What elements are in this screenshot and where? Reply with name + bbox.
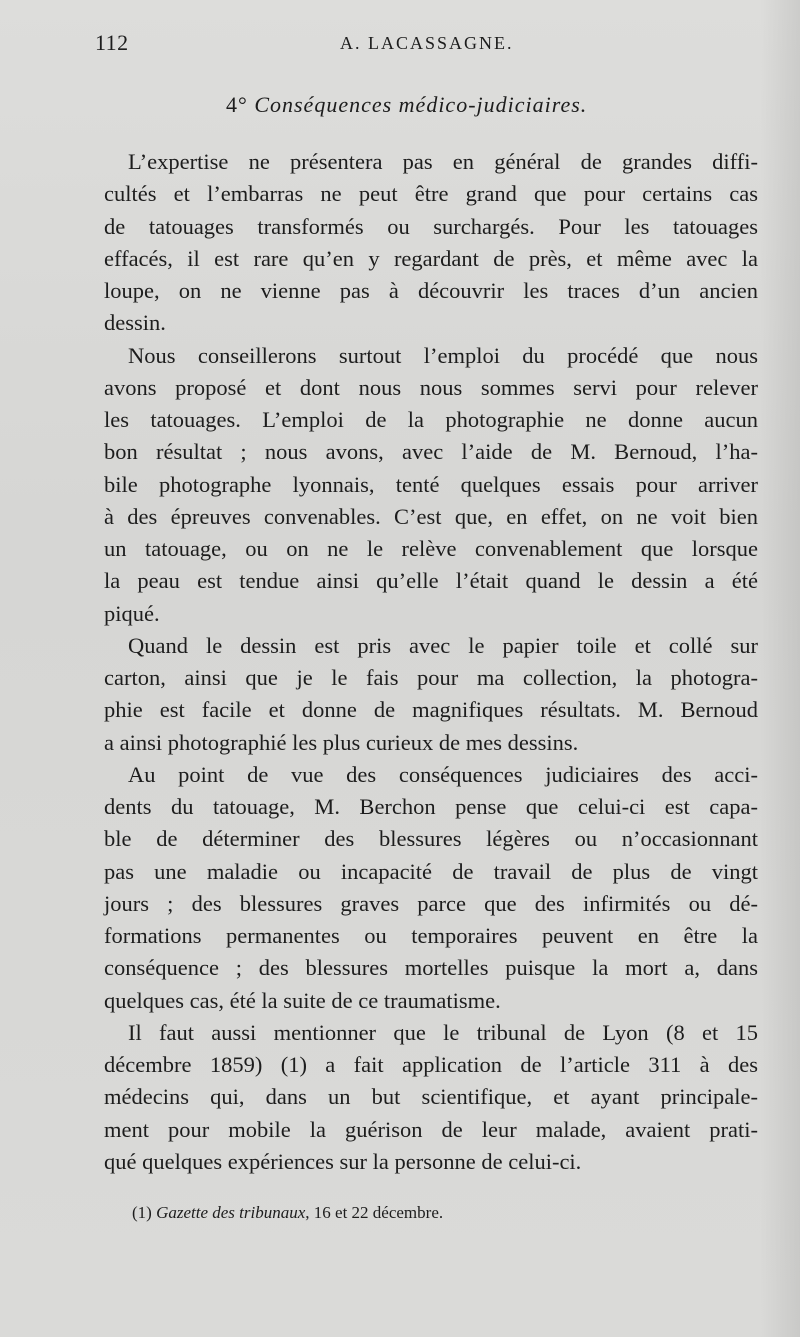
text-line: à des épreuves convenables. C’est que, en effet, on ne voit bien <box>104 503 758 529</box>
footnote-source: Gazette des tribunaux <box>156 1203 306 1222</box>
text-line: ment pour mobile la guérison de leur malade, avaient prati- <box>104 1116 758 1142</box>
text-line: la peau est tendue ainsi qu’elle l’était quand le dessin a été <box>104 568 758 594</box>
text-line: décembre 1859) (1) a fait application de l’article 311 à des <box>104 1052 758 1077</box>
footnote <box>132 1203 443 1223</box>
text-line: ble de déterminer des blessures légères ou n’occasionnant <box>104 826 758 852</box>
text-line: de tatouages transformés ou surchargés. Pour les tatouages <box>104 213 758 239</box>
footnote-marker: (1) <box>132 1203 152 1222</box>
text-line: loupe, on ne vienne pas à découvrir les traces d’un ancien <box>104 278 758 303</box>
running-head: A. LACASSAGNE. <box>340 33 514 53</box>
text-line: les tatouages. L’emploi de la photographie ne donne aucun <box>104 407 758 432</box>
text-line: phie est facile et donne de magnifiques résultats. M. Bernoud <box>104 697 758 723</box>
text-line: quelques cas, été la suite de ce traumatisme. <box>104 987 501 1013</box>
text-line: cultés et l’embarras ne peut être grand que pour certains cas <box>104 181 758 207</box>
footnote-rest: , 16 et 22 décembre. <box>305 1203 444 1222</box>
text-line: piqué. <box>104 600 160 626</box>
text-line: médecins qui, dans un but scientifique, et ayant principale- <box>104 1084 758 1110</box>
text-line: effacés, il est rare qu’en y regardant de près, et même avec la <box>104 245 758 271</box>
text-line: dents du tatouage, M. Berchon pense que celui-ci est capa- <box>104 794 758 819</box>
section-number: 4° <box>226 92 248 117</box>
text-line: carton, ainsi que je le fais pour ma collection, la photogra- <box>104 665 758 690</box>
text-line: L’expertise ne présentera pas en général de grandes diffi- <box>128 149 758 174</box>
text-line: qué quelques expériences sur la personne de celui-ci. <box>104 1148 582 1174</box>
text-line: Il faut aussi mentionner que le tribunal de Lyon (8 et 15 <box>128 1019 758 1045</box>
body-text <box>104 146 758 1178</box>
text-line: dessin. <box>104 310 166 336</box>
page-number: 112 <box>95 30 129 55</box>
text-line: bile photographe lyonnais, tenté quelques essais pour arriver <box>104 471 758 497</box>
binding-shadow <box>760 0 800 1337</box>
text-line: a ainsi photographié les plus curieux de mes dessins. <box>104 729 579 755</box>
text-line: jours ; des blessures graves parce que des infirmités ou dé- <box>104 890 758 916</box>
page-header <box>95 30 755 60</box>
text-line: avons proposé et dont nous nous sommes servi pour relever <box>104 374 758 400</box>
text-line: bon résultat ; nous avons, avec l’aide de M. Bernoud, l’ha- <box>104 439 758 465</box>
text-line: Quand le dessin est pris avec le papier toile et collé sur <box>128 632 758 658</box>
text-line: Nous conseillerons surtout l’emploi du procédé que nous <box>128 342 758 368</box>
section-title <box>226 92 587 118</box>
text-line: Au point de vue des conséquences judiciaires des acci- <box>128 761 758 787</box>
text-line: conséquence ; des blessures mortelles puisque la mort a, dans <box>104 955 758 981</box>
text-line: formations permanentes ou temporaires peuvent en être la <box>104 923 758 948</box>
text-line: pas une maladie ou incapacité de travail de plus de vingt <box>104 858 758 884</box>
text-line: un tatouage, ou on ne le relève convenablement que lorsque <box>104 536 758 561</box>
section-title-text: Conséquences médico-judiciaires. <box>254 92 588 117</box>
